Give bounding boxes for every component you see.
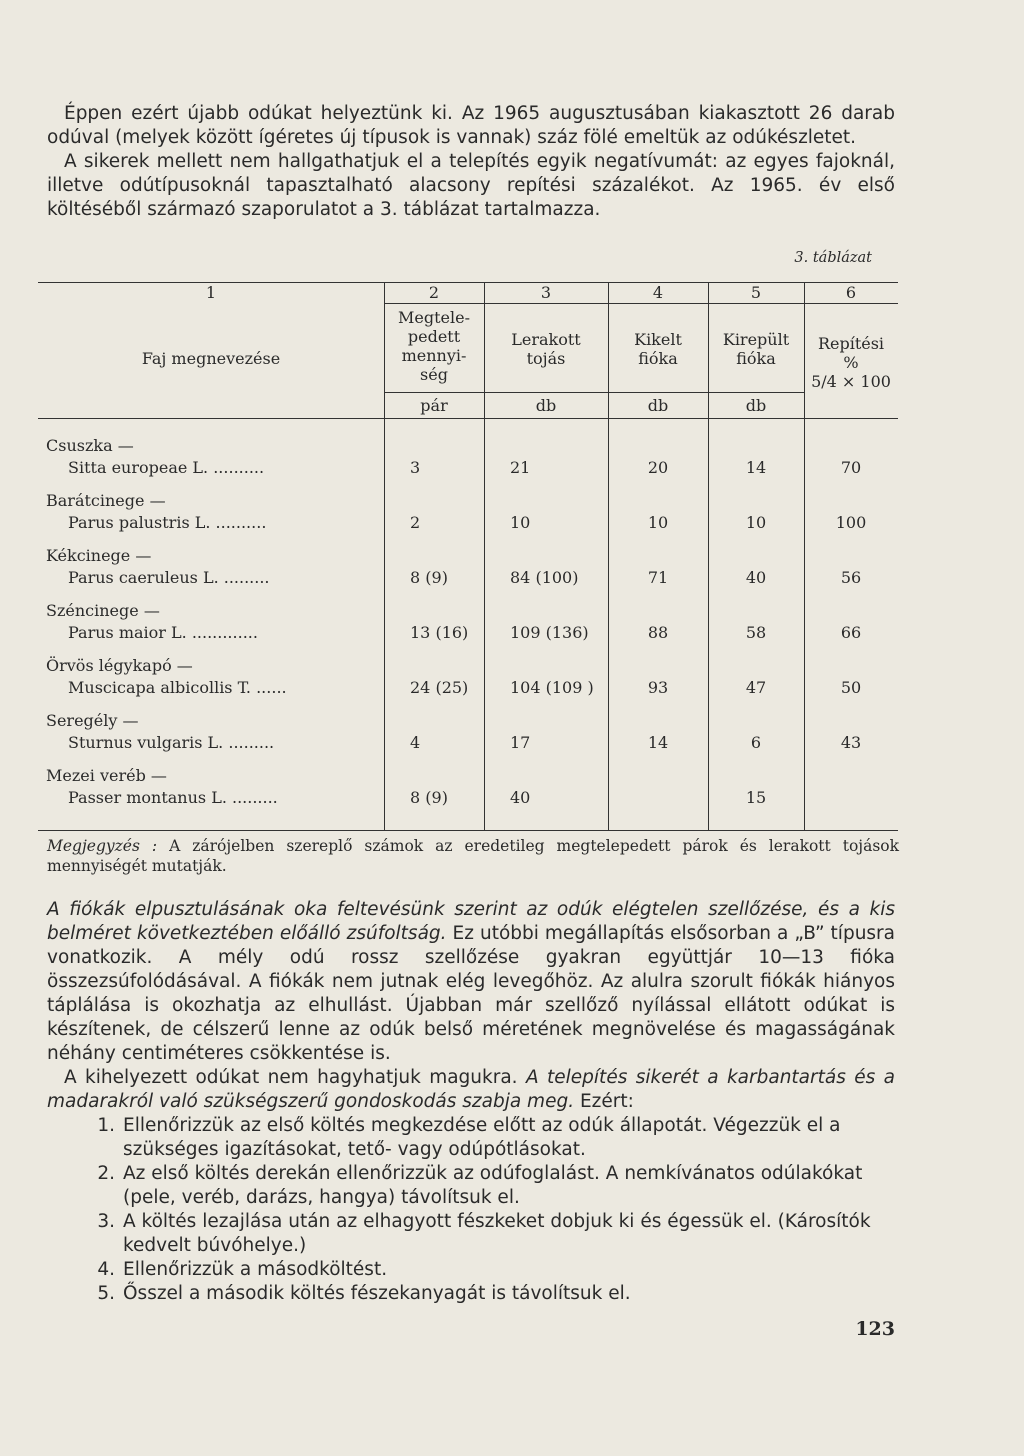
header-eggs: Lerakott tojás bbox=[511, 330, 581, 368]
cell-settled: 2 bbox=[410, 513, 421, 532]
species-name: Örvös légykapó — bbox=[46, 656, 193, 675]
table-caption: 3. táblázat bbox=[794, 250, 872, 266]
unit-eggs: db bbox=[535, 396, 557, 415]
maintenance-list bbox=[47, 1114, 895, 1306]
cell-settled: 13 (16) bbox=[410, 623, 469, 642]
cell-eggs: 21 bbox=[510, 458, 531, 477]
cell-rate: 56 bbox=[840, 568, 862, 587]
paragraph-4-italic: A telepítés sikerét a karbantartás és a madarakról való szükségszerű gondoskodás szabja meg. bbox=[47, 1067, 896, 1112]
cell-eggs: 84 (100) bbox=[510, 568, 579, 587]
table-row bbox=[38, 656, 898, 700]
col-number-2: 2 bbox=[428, 283, 440, 302]
col-number-5: 5 bbox=[750, 283, 762, 302]
cell-settled: 8 (9) bbox=[410, 568, 448, 587]
note-label: Megjegyzés : bbox=[47, 837, 158, 855]
header-fledging-rate: Repítési % 5/4 × 100 bbox=[811, 334, 891, 391]
paragraph-2: A sikerek mellett nem hallgathatjuk el a telepítés egyik negatívumát: az egyes fajoknál, illetve odútípusoknál tapasztalható alacsony repítési százalékot. Az 1965. év első költéséből származó szaporulatot a 3. táblázat tartalmazza. bbox=[47, 151, 895, 220]
cell-settled: 24 (25) bbox=[410, 678, 469, 697]
cell-hatched: 88 bbox=[647, 623, 669, 642]
col-number-6: 6 bbox=[845, 283, 857, 302]
cell-hatched: 20 bbox=[647, 458, 669, 477]
cell-eggs: 104 (109 ) bbox=[510, 678, 594, 697]
list-item: 3. A költés lezajlása után az elhagyott fészkeket dobjuk ki és égessük el. (Károsítók kedvelt búvóhelye.) bbox=[97, 1211, 871, 1256]
paragraph-4-end: Ezért: bbox=[574, 1091, 634, 1112]
species-latin: Parus caeruleus L. ......... bbox=[68, 568, 270, 587]
cell-eggs: 10 bbox=[510, 513, 531, 532]
table-row bbox=[38, 766, 898, 810]
species-name: Kékcinege — bbox=[46, 546, 152, 565]
table-row bbox=[38, 436, 898, 480]
cell-fledged: 40 bbox=[745, 568, 767, 587]
cell-settled: 8 (9) bbox=[410, 788, 448, 807]
cell-hatched: 93 bbox=[647, 678, 669, 697]
header-settled: Megtele- pedett mennyi- ség bbox=[398, 308, 470, 384]
header-species: Faj megnevezése bbox=[141, 349, 281, 368]
cell-fledged: 58 bbox=[745, 623, 767, 642]
cell-rate: 66 bbox=[840, 623, 862, 642]
page-number: 123 bbox=[855, 1318, 895, 1340]
species-latin: Passer montanus L. ......... bbox=[68, 788, 278, 807]
note-text: A zárójelben szereplő számok az eredetileg megtelepedett párok és lerakott tojások mennyiségét mutatják. bbox=[47, 837, 900, 875]
data-table bbox=[38, 278, 898, 833]
cell-fledged: 14 bbox=[745, 458, 767, 477]
cell-hatched: 71 bbox=[647, 568, 669, 587]
cell-fledged: 47 bbox=[745, 678, 767, 697]
col-number-1: 1 bbox=[205, 283, 217, 302]
cell-fledged: 10 bbox=[745, 513, 767, 532]
list-item: 5. Ősszel a második költés fészekanyagát is távolítsuk el. bbox=[97, 1283, 631, 1304]
table-note bbox=[47, 836, 899, 876]
species-name: Mezei veréb — bbox=[46, 766, 167, 785]
cell-fledged: 15 bbox=[745, 788, 767, 807]
paragraph-1: Éppen ezért újabb odúkat helyeztünk ki. Az 1965 augusztusában kiakasztott 26 darab odúval (melyek között ígéretes új típusok is vannak) száz fölé emeltük az odúkészletet. bbox=[47, 103, 895, 148]
header-hatched: Kikelt fióka bbox=[634, 330, 682, 368]
header-fledged: Kirepült fióka bbox=[722, 330, 790, 368]
col-number-3: 3 bbox=[540, 283, 552, 302]
list-item: 2. Az első költés derekán ellenőrizzük az odúfoglalást. A nemkívánatos odúlakókat (pele, veréb, darázs, hangya) távolítsuk el. bbox=[97, 1163, 863, 1208]
cell-eggs: 40 bbox=[510, 788, 531, 807]
paragraph-3-rest: Ez utóbbi megállapítás elsősorban a „B” típusra vonatkozik. A mély odú rossz szellőzése gyakran együttjár 10—13 fióka összezsúfolódásával. A fiókák nem jutnak elég levegőhöz. Az alulra szorult fiókák hiányos táplálása is okozhatja az elhullást. Újabban már szellőző nyílással ellátott odúkat is készítenek, de célszerű lenne az odúk belső méretének megnövelése és magasságának néhány centiméteres csökkentése is. bbox=[47, 923, 896, 1064]
table-row bbox=[38, 601, 898, 645]
list-item: 4. Ellenőrizzük a másodköltést. bbox=[97, 1259, 388, 1280]
unit-hatched: db bbox=[647, 396, 669, 415]
species-latin: Parus maior L. ............. bbox=[68, 623, 258, 642]
cell-eggs: 17 bbox=[510, 733, 531, 752]
cell-settled: 4 bbox=[410, 733, 421, 752]
unit-pairs: pár bbox=[420, 396, 448, 415]
paragraph-4-start: A kihelyezett odúkat nem hagyhatjuk magukra. bbox=[64, 1067, 526, 1088]
species-name: Csuszka — bbox=[46, 436, 134, 455]
species-name: Barátcinege — bbox=[46, 491, 166, 510]
cell-eggs: 109 (136) bbox=[510, 623, 589, 642]
cell-hatched: 10 bbox=[647, 513, 669, 532]
species-latin: Parus palustris L. .......... bbox=[68, 513, 267, 532]
table-row bbox=[38, 491, 898, 535]
cell-rate: 50 bbox=[840, 678, 862, 697]
table-row bbox=[38, 711, 898, 755]
species-latin: Sturnus vulgaris L. ......... bbox=[68, 733, 275, 752]
cell-settled: 3 bbox=[410, 458, 421, 477]
species-name: Seregély — bbox=[46, 711, 139, 730]
cell-rate: 70 bbox=[840, 458, 862, 477]
species-name: Széncinege — bbox=[46, 601, 160, 620]
cell-fledged: 6 bbox=[750, 733, 762, 752]
list-item: 1. Ellenőrizzük az első költés megkezdése előtt az odúk állapotát. Végezzük el a szükséges igazításokat, tető- vagy odúpótlásokat. bbox=[97, 1115, 841, 1160]
col-number-4: 4 bbox=[652, 283, 664, 302]
body-text bbox=[47, 898, 895, 1114]
species-latin: Sitta europeae L. .......... bbox=[68, 458, 265, 477]
species-latin: Muscicapa albicollis T. ...... bbox=[68, 678, 287, 697]
cell-hatched: 14 bbox=[647, 733, 669, 752]
cell-rate: 43 bbox=[840, 733, 862, 752]
intro-text bbox=[47, 102, 895, 222]
table-row bbox=[38, 546, 898, 590]
paragraph-3-italic: A fiókák elpusztulásának oka feltevésünk szerint az odúk elégtelen szellőzése, és a kis belméret következtében előálló zsúfoltság. bbox=[47, 899, 895, 944]
unit-fledged: db bbox=[745, 396, 767, 415]
cell-rate: 100 bbox=[835, 513, 867, 532]
